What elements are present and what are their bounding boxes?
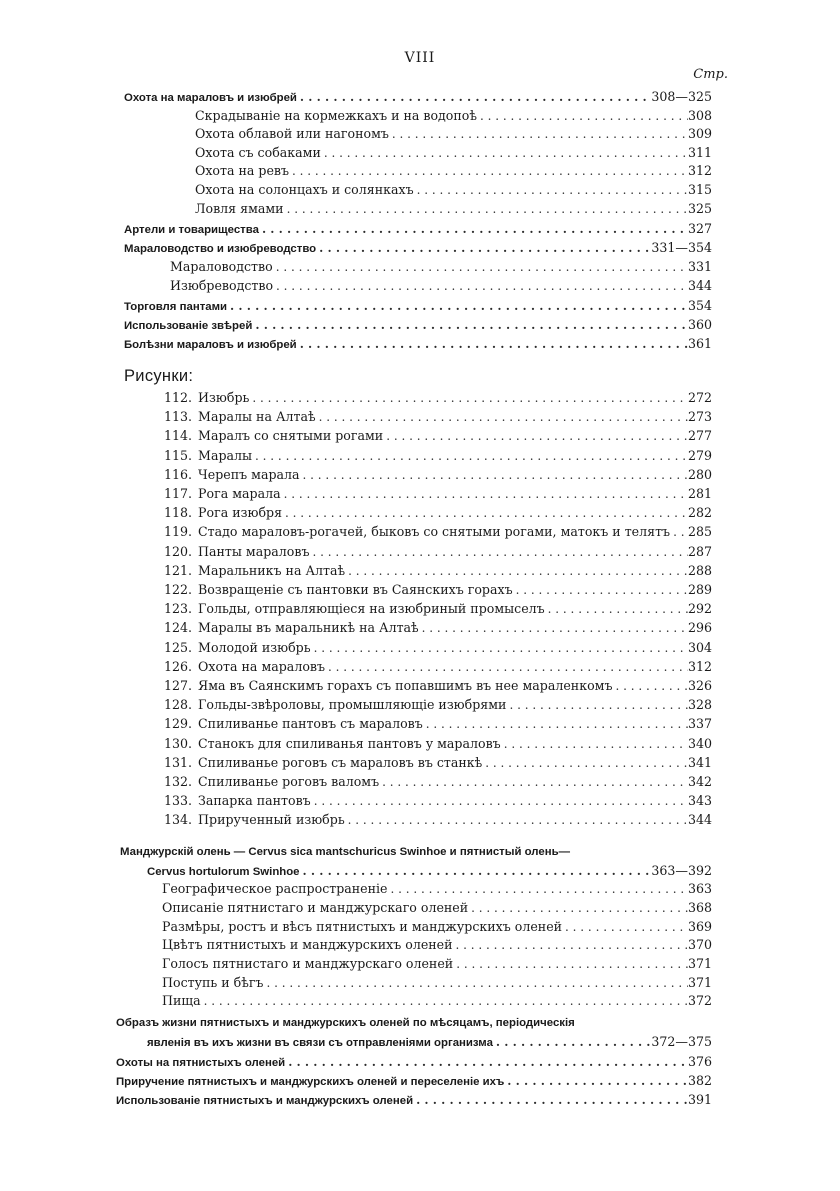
toc-figure-number: 120. bbox=[164, 544, 193, 559]
toc-entry bbox=[164, 466, 712, 484]
toc-dot-leader bbox=[300, 862, 652, 880]
toc-page-number: 311 bbox=[687, 145, 712, 160]
toc-dot-leader bbox=[281, 485, 688, 503]
toc-page-number: 325 bbox=[687, 201, 712, 216]
toc-entry-title: Голосъ пятнистаго и манджурскаго оленей bbox=[162, 956, 454, 971]
toc-entry-title: Манджурскій олень — Cervus sica mantschuricus Swinhoe и пятнистый олень— bbox=[120, 846, 570, 858]
toc-dot-leader bbox=[513, 581, 688, 599]
toc-entry bbox=[164, 792, 712, 810]
toc-entry-title: Стадо мараловъ-рогачей, быковъ со снятыми рогами, матокъ и телятъ bbox=[198, 524, 671, 539]
toc-entry-title: Скрадываніе на кормежкахъ и на водопоѣ bbox=[195, 108, 477, 123]
toc-entry-title: Спиливанье роговъ съ мараловъ въ станкѣ bbox=[198, 755, 483, 770]
toc-entry bbox=[164, 773, 712, 791]
toc-entry bbox=[164, 447, 712, 465]
toc-page-number: 363 bbox=[687, 881, 712, 896]
toc-dot-leader bbox=[285, 1053, 688, 1071]
toc-page-number: 326 bbox=[687, 678, 712, 693]
toc-entry bbox=[195, 107, 712, 125]
toc-entry-title: Станокъ для спиливанья пантовъ у мараловъ bbox=[198, 736, 501, 751]
toc-entry-title: Мараловодство bbox=[170, 259, 273, 274]
toc-entry bbox=[124, 88, 712, 106]
toc-entry-title: Охота на мараловъ bbox=[198, 659, 325, 674]
toc-entry-title: Болѣзни мараловъ и изюбрей bbox=[124, 339, 297, 351]
toc-entry bbox=[162, 918, 712, 936]
toc-entry bbox=[170, 258, 712, 276]
toc-entry-title: Приручение пятнистыхъ и манджурскихъ оленей и переселеніе ихъ bbox=[116, 1076, 505, 1088]
toc-dot-leader bbox=[316, 408, 688, 426]
toc-figure-number: 116. bbox=[164, 467, 193, 482]
toc-dot-leader bbox=[419, 619, 688, 637]
toc-entry bbox=[195, 200, 712, 218]
toc-entry-title: Прирученный изюбрь bbox=[198, 812, 345, 827]
toc-dot-leader bbox=[545, 600, 688, 618]
toc-entry bbox=[164, 408, 712, 426]
page-folio: VIII bbox=[404, 50, 436, 66]
toc-figure-number: 114. bbox=[164, 428, 193, 443]
toc-dot-leader bbox=[249, 389, 688, 407]
toc-dot-leader bbox=[562, 918, 688, 936]
toc-page-number: 328 bbox=[687, 697, 712, 712]
toc-dot-leader bbox=[501, 735, 688, 753]
toc-dot-leader bbox=[201, 992, 688, 1010]
toc-entry bbox=[164, 389, 712, 407]
toc-page-number: 370 bbox=[687, 937, 712, 952]
toc-entry bbox=[124, 316, 712, 334]
toc-page-number: 308—325 bbox=[651, 89, 712, 104]
toc-page-number: 341 bbox=[687, 755, 712, 770]
toc-entry-title: Изюбрь bbox=[198, 390, 250, 405]
toc-entry-title: Молодой изюбрь bbox=[198, 640, 311, 655]
toc-figure-number: 129. bbox=[164, 716, 193, 731]
toc-entry-title: Маралы на Алтаѣ bbox=[198, 409, 316, 424]
toc-dot-leader bbox=[482, 754, 688, 772]
toc-entry bbox=[162, 992, 712, 1010]
toc-entry bbox=[116, 1091, 712, 1109]
toc-page-number: 280 bbox=[687, 467, 712, 482]
toc-entry bbox=[116, 1053, 712, 1071]
toc-entry-title: Охота на ревъ bbox=[195, 163, 290, 178]
toc-dot-leader bbox=[383, 427, 688, 445]
toc-page-number: 344 bbox=[687, 278, 712, 293]
toc-entry-title: Гольды-звѣроловы, промышляющіе изюбрями bbox=[198, 697, 507, 712]
toc-figure-number: 123. bbox=[164, 601, 193, 616]
toc-entry bbox=[124, 220, 712, 238]
toc-figure-number: 134. bbox=[164, 812, 193, 827]
toc-entry-title: Яма въ Саянскимъ горахъ съ попавшимъ въ нее мараленкомъ bbox=[198, 678, 613, 693]
toc-dot-leader bbox=[670, 523, 688, 541]
toc-entry bbox=[147, 862, 712, 880]
toc-page-number: 371 bbox=[687, 956, 712, 971]
toc-entry-title: Использованіе пятнистыхъ и манджурскихъ оленей bbox=[116, 1095, 414, 1107]
toc-figure-number: 124. bbox=[164, 620, 193, 635]
toc-figure-number: 117. bbox=[164, 486, 193, 501]
toc-dot-leader bbox=[453, 936, 688, 954]
toc-page-number: 344 bbox=[687, 812, 712, 827]
toc-page-number: 342 bbox=[687, 774, 712, 789]
toc-entry-title: Образъ жизни пятнистыхъ и манджурскихъ оленей по мѣсяцамъ, періодическія bbox=[116, 1017, 575, 1029]
toc-page-number: 308 bbox=[687, 108, 712, 123]
toc-dot-leader bbox=[311, 639, 688, 657]
toc-page-number: 368 bbox=[687, 900, 712, 915]
toc-figure-number: 122. bbox=[164, 582, 193, 597]
toc-entry bbox=[124, 239, 712, 257]
toc-dot-leader bbox=[506, 696, 688, 714]
toc-entry-title: Возвращеніе съ пантовки въ Саянскихъ горахъ bbox=[198, 582, 513, 597]
toc-page-number: 281 bbox=[687, 486, 712, 501]
toc-entry bbox=[164, 523, 712, 541]
toc-dot-leader bbox=[388, 880, 688, 898]
toc-entry-title: Охота на мараловъ и изюбрей bbox=[124, 92, 297, 104]
toc-page-number: 282 bbox=[687, 505, 712, 520]
toc-entry bbox=[164, 696, 712, 714]
toc-entry bbox=[164, 754, 712, 772]
toc-entry bbox=[195, 181, 712, 199]
toc-entry-title: Географическое распространеніе bbox=[162, 881, 388, 896]
toc-entry-title: Размѣры, ростъ и вѣсъ пятнистыхъ и манджурскихъ оленей bbox=[162, 919, 563, 934]
toc-dot-leader bbox=[321, 144, 688, 162]
toc-page-number: 279 bbox=[687, 448, 712, 463]
toc-dot-leader bbox=[453, 955, 688, 973]
toc-figure-number: 121. bbox=[164, 563, 193, 578]
toc-entry-title: Охота облавой или нагономъ bbox=[195, 126, 389, 141]
toc-entry bbox=[170, 277, 712, 295]
toc-entry bbox=[164, 677, 712, 695]
toc-entry bbox=[116, 1072, 712, 1090]
toc-entry-title: явленія въ ихъ жизни въ связи съ отправленіями организма bbox=[147, 1037, 493, 1049]
toc-figure-number: 118. bbox=[164, 505, 193, 520]
toc-dot-leader bbox=[345, 562, 688, 580]
toc-figure-number: 113. bbox=[164, 409, 193, 424]
toc-entry bbox=[164, 427, 712, 445]
toc-entry bbox=[195, 125, 712, 143]
toc-entry-title: Охота съ собаками bbox=[195, 145, 321, 160]
toc-figure-number: 112. bbox=[164, 390, 193, 405]
toc-page-number: 376 bbox=[687, 1054, 712, 1069]
toc-entry-title: Cervus hortulorum Swinhoe bbox=[147, 866, 300, 878]
toc-page-number: 372 bbox=[687, 993, 712, 1008]
toc-entry bbox=[164, 735, 712, 753]
toc-dot-leader bbox=[389, 125, 688, 143]
toc-dot-leader bbox=[227, 297, 688, 315]
toc-page-number: 382 bbox=[687, 1073, 712, 1088]
toc-entry-title: Рога марала bbox=[198, 486, 281, 501]
toc-entry-title: Артели и товарищества bbox=[124, 224, 259, 236]
toc-entry bbox=[162, 880, 712, 898]
toc-entry-title: Гольды, отправляющіеся на изюбриный промыселъ bbox=[198, 601, 545, 616]
toc-dot-leader bbox=[316, 239, 651, 257]
toc-page-number: 289 bbox=[687, 582, 712, 597]
toc-dot-leader bbox=[493, 1033, 651, 1051]
toc-entry-title: Спиливанье роговъ валомъ bbox=[198, 774, 380, 789]
toc-entry bbox=[120, 843, 712, 861]
toc-page-number: 304 bbox=[687, 640, 712, 655]
toc-dot-leader bbox=[300, 466, 688, 484]
toc-entry-title: Торговля пантами bbox=[124, 301, 228, 313]
toc-page-number: 360 bbox=[687, 317, 712, 332]
toc-entry-title: Охоты на пятнистыхъ оленей bbox=[116, 1057, 286, 1069]
toc-entry bbox=[164, 562, 712, 580]
toc-dot-leader bbox=[379, 773, 688, 791]
toc-page-number: 277 bbox=[687, 428, 712, 443]
toc-entry bbox=[164, 715, 712, 733]
toc-entry bbox=[164, 619, 712, 637]
toc-page-number: 371 bbox=[687, 975, 712, 990]
toc-entry bbox=[162, 974, 712, 992]
toc-dot-leader bbox=[325, 658, 688, 676]
toc-page-number: 340 bbox=[687, 736, 712, 751]
toc-entry bbox=[164, 811, 712, 829]
toc-page-number: 372—375 bbox=[651, 1034, 712, 1049]
toc-page-number: 292 bbox=[687, 601, 712, 616]
toc-entry bbox=[164, 600, 712, 618]
toc-entry bbox=[164, 485, 712, 503]
toc-figure-number: 115. bbox=[164, 448, 193, 463]
toc-entry-title: Маральникъ на Алтаѣ bbox=[198, 563, 346, 578]
toc-entry-title: Поступь и бѣгъ bbox=[162, 975, 264, 990]
toc-entry-title: Охота на солонцахъ и солянкахъ bbox=[195, 182, 414, 197]
toc-entry bbox=[164, 504, 712, 522]
toc-entry bbox=[162, 899, 712, 917]
toc-entry-title: Мараловодство и изюбреводство bbox=[124, 243, 317, 255]
toc-dot-leader bbox=[282, 504, 688, 522]
toc-page-number: 354 bbox=[687, 298, 712, 313]
page-column-label: Стр. bbox=[693, 67, 728, 82]
toc-page-number: 309 bbox=[687, 126, 712, 141]
toc-entry bbox=[116, 1014, 712, 1032]
toc-page-number: 315 bbox=[687, 182, 712, 197]
toc-dot-leader bbox=[284, 200, 688, 218]
toc-figure-number: 132. bbox=[164, 774, 193, 789]
toc-entry-title: Запарка пантовъ bbox=[198, 793, 311, 808]
toc-dot-leader bbox=[612, 677, 687, 695]
toc-dot-leader bbox=[413, 1091, 688, 1109]
toc-page-number: 296 bbox=[687, 620, 712, 635]
toc-entry bbox=[162, 955, 712, 973]
toc-figure-number: 131. bbox=[164, 755, 193, 770]
toc-page-number: 327 bbox=[687, 221, 712, 236]
toc-dot-leader bbox=[309, 543, 687, 561]
toc-dot-leader bbox=[252, 316, 688, 334]
toc-entry-title: Пища bbox=[162, 993, 201, 1008]
toc-dot-leader bbox=[423, 715, 688, 733]
toc-page-number: 361 bbox=[687, 336, 712, 351]
toc-figure-number: 133. bbox=[164, 793, 193, 808]
toc-page-number: 312 bbox=[687, 163, 712, 178]
toc-page-number: 288 bbox=[687, 563, 712, 578]
toc-page-number: 273 bbox=[687, 409, 712, 424]
toc-dot-leader bbox=[477, 107, 688, 125]
toc-page-number: 343 bbox=[687, 793, 712, 808]
toc-page-number: 331 bbox=[687, 259, 712, 274]
toc-page-number: 312 bbox=[687, 659, 712, 674]
toc-entry-title: Ловля ямами bbox=[195, 201, 284, 216]
toc-figure-number: 125. bbox=[164, 640, 193, 655]
toc-dot-leader bbox=[273, 258, 688, 276]
toc-dot-leader bbox=[289, 162, 688, 180]
toc-page-number: 331—354 bbox=[651, 240, 712, 255]
toc-entry bbox=[124, 297, 712, 315]
toc-entry bbox=[124, 335, 712, 353]
toc-page-number: 287 bbox=[687, 544, 712, 559]
figures-heading: Рисунки: bbox=[124, 367, 194, 385]
toc-dot-leader bbox=[297, 335, 688, 353]
toc-page-number: 285 bbox=[687, 524, 712, 539]
toc-dot-leader bbox=[252, 447, 688, 465]
toc-entry-title: Маралы въ маральникѣ на Алтаѣ bbox=[198, 620, 419, 635]
toc-entry bbox=[195, 144, 712, 162]
toc-dot-leader bbox=[273, 277, 688, 295]
toc-figure-number: 127. bbox=[164, 678, 193, 693]
toc-entry-title: Маралы bbox=[198, 448, 253, 463]
toc-entry-title: Рога изюбря bbox=[198, 505, 283, 520]
toc-page-number: 337 bbox=[687, 716, 712, 731]
toc-entry-title: Изюбреводство bbox=[170, 278, 274, 293]
toc-page-number: 272 bbox=[687, 390, 712, 405]
toc-entry-title: Описаніе пятнистаго и манджурскаго оленей bbox=[162, 900, 469, 915]
toc-entry bbox=[162, 936, 712, 954]
toc-entry bbox=[195, 162, 712, 180]
toc-page-number: 369 bbox=[687, 919, 712, 934]
toc-page-number: 363—392 bbox=[651, 863, 712, 878]
toc-dot-leader bbox=[311, 792, 688, 810]
toc-figure-number: 119. bbox=[164, 524, 193, 539]
toc-dot-leader bbox=[263, 974, 688, 992]
toc-entry bbox=[164, 639, 712, 657]
toc-dot-leader bbox=[345, 811, 688, 829]
toc-entry-title: Спиливанье пантовъ съ мараловъ bbox=[198, 716, 423, 731]
toc-entry-title: Черепъ марала bbox=[198, 467, 300, 482]
toc-entry bbox=[164, 658, 712, 676]
toc-entry-title: Использованіе звѣрей bbox=[124, 320, 253, 332]
toc-entry bbox=[164, 581, 712, 599]
toc-page-number: 391 bbox=[687, 1092, 712, 1107]
toc-figure-number: 128. bbox=[164, 697, 193, 712]
toc-dot-leader bbox=[297, 88, 651, 106]
toc-dot-leader bbox=[414, 181, 688, 199]
toc-entry bbox=[164, 543, 712, 561]
toc-entry-title: Маралъ со снятыми рогами bbox=[198, 428, 384, 443]
toc-entry-title: Панты мараловъ bbox=[198, 544, 310, 559]
toc-figure-number: 130. bbox=[164, 736, 193, 751]
toc-dot-leader bbox=[504, 1072, 688, 1090]
toc-entry-title: Цвѣтъ пятнистыхъ и манджурскихъ оленей bbox=[162, 937, 453, 952]
toc-dot-leader bbox=[259, 220, 688, 238]
toc-dot-leader bbox=[468, 899, 688, 917]
toc-figure-number: 126. bbox=[164, 659, 193, 674]
toc-entry bbox=[147, 1033, 712, 1051]
